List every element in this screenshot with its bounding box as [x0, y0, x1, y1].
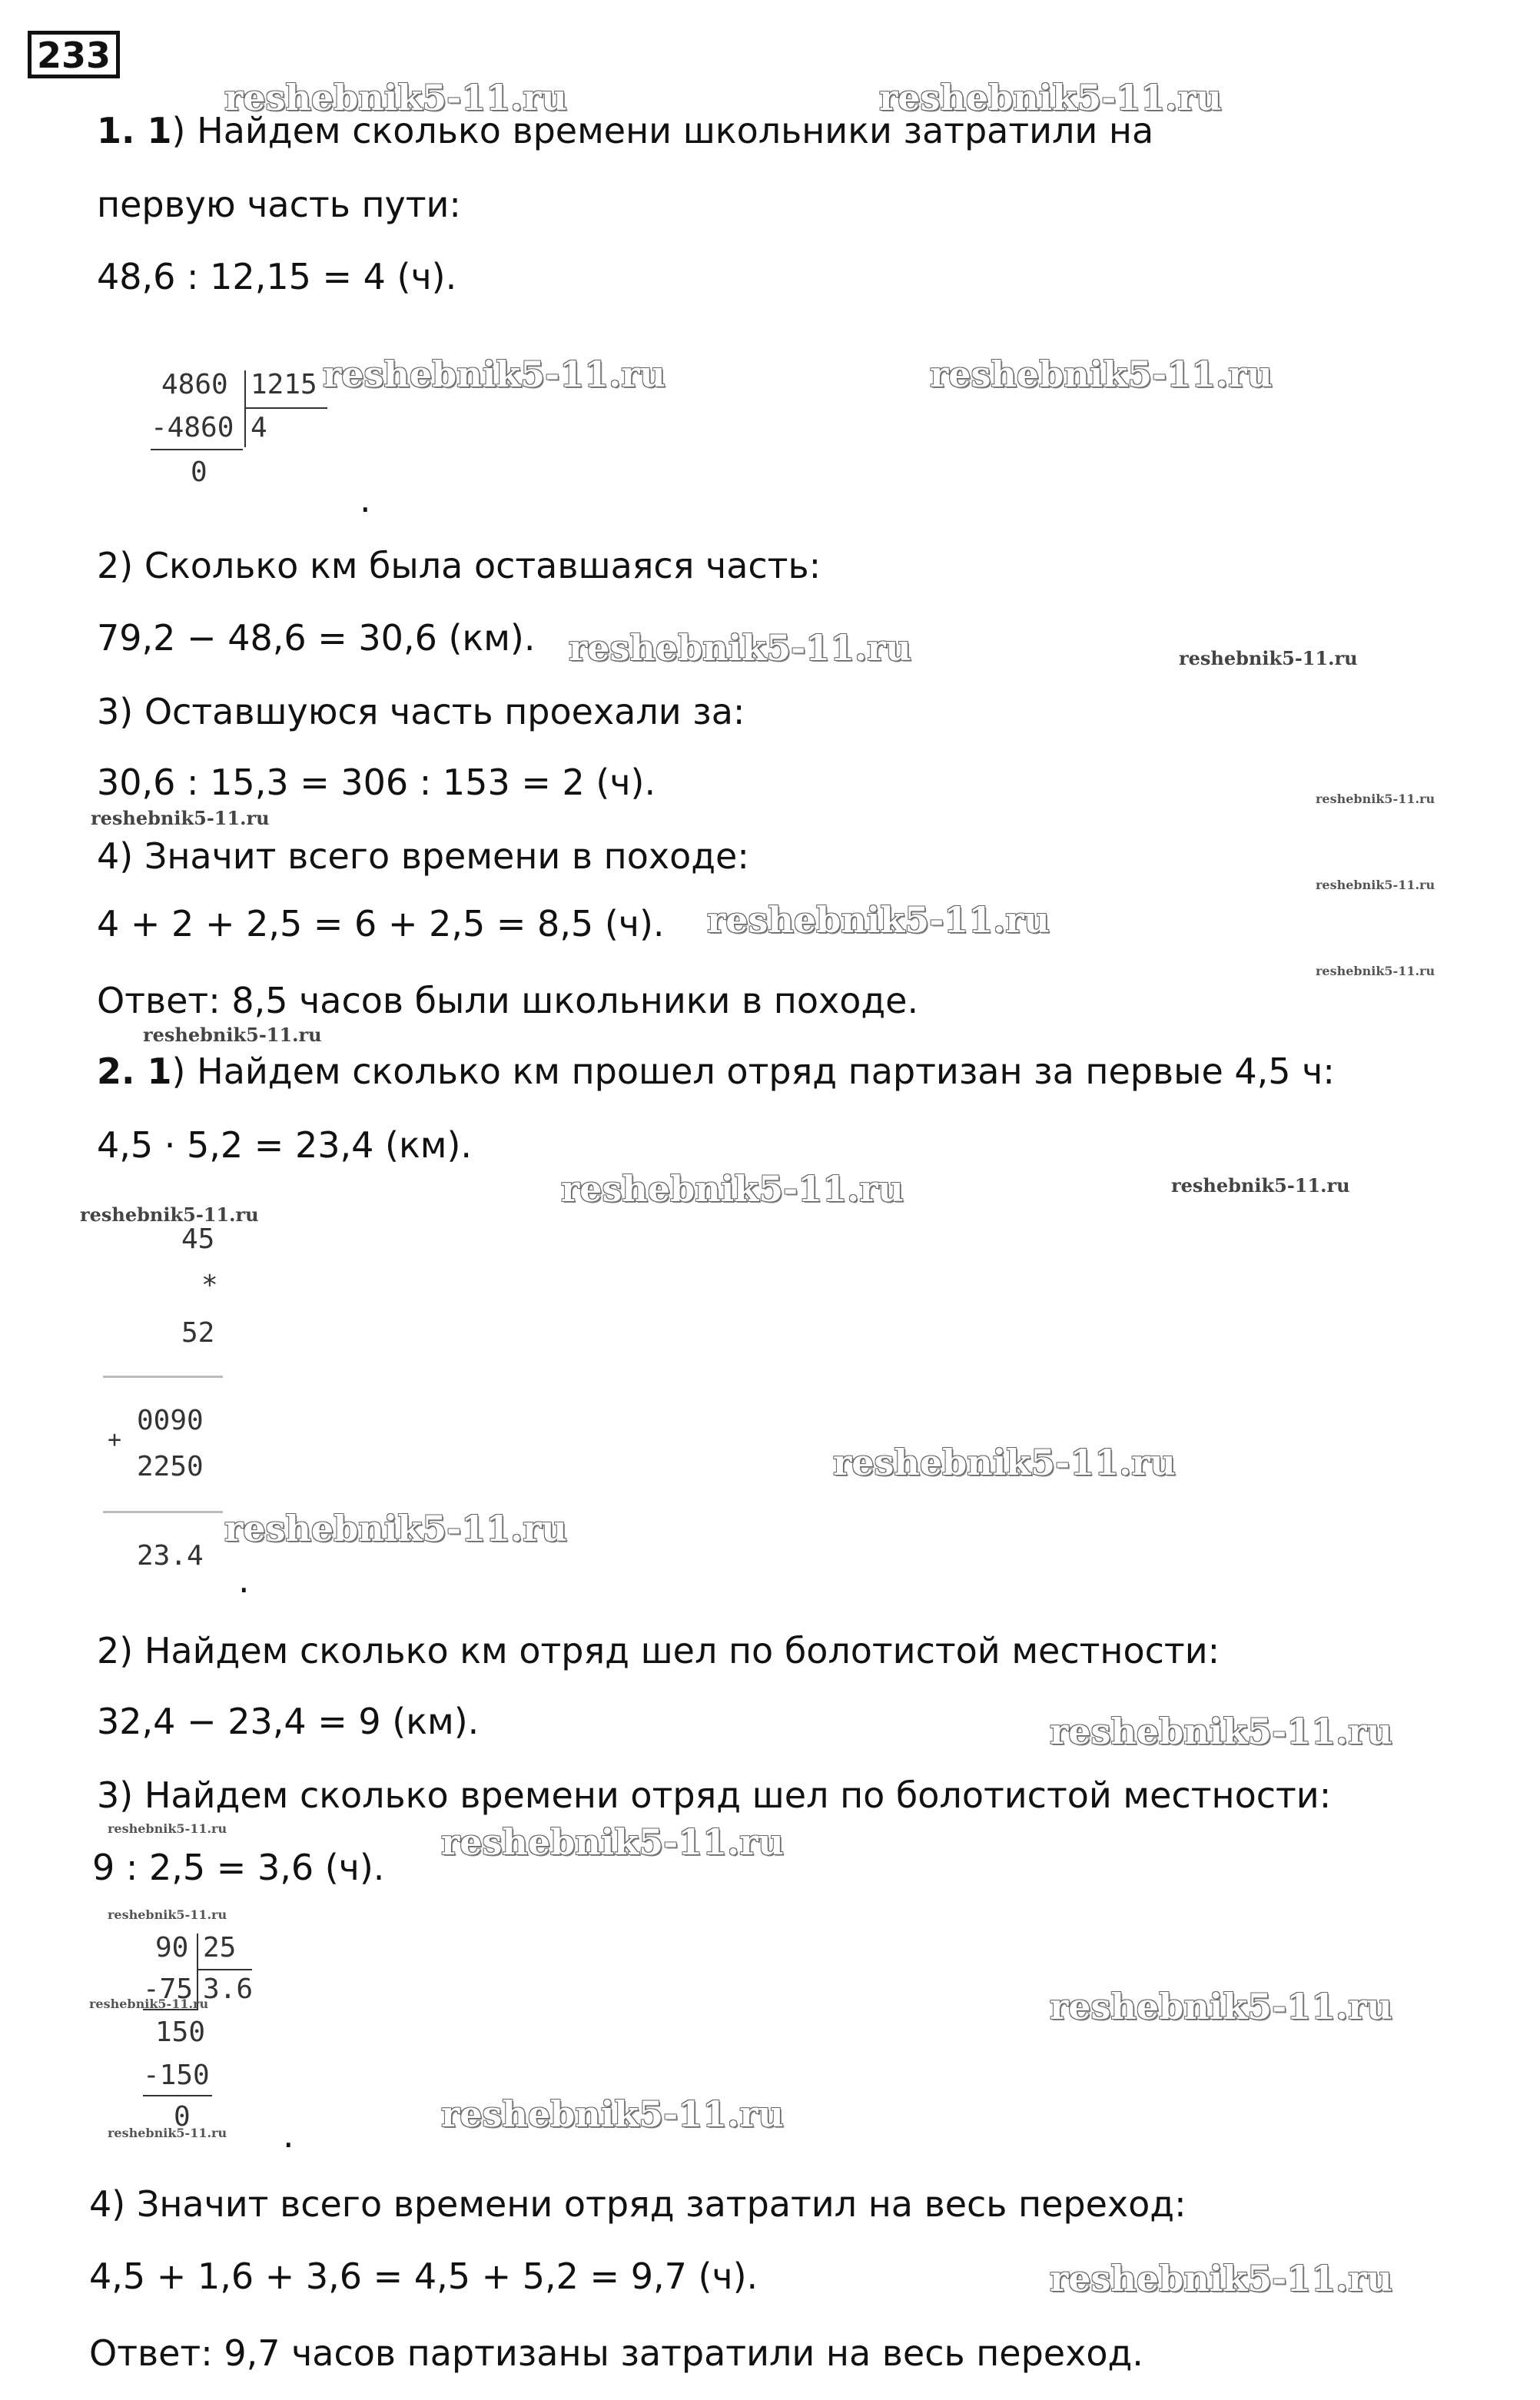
watermark: reshebnik5-11.ru: [930, 354, 1273, 395]
part1-div-vertical-bar: [244, 370, 246, 447]
watermark: reshebnik5-11.ru: [224, 1508, 567, 1549]
part2-mul-line1: [103, 1376, 223, 1378]
part1-div-divisor: 1215: [251, 369, 317, 400]
part2-div-sub2: -150: [143, 2060, 210, 2091]
watermark: reshebnik5-11.ru: [707, 899, 1050, 941]
watermark: reshebnik5-11.ru: [569, 627, 911, 669]
part1-step1-text: ) Найдем сколько времени школьники затратили на: [171, 110, 1154, 151]
watermark: reshebnik5-11.ru: [89, 1997, 209, 2011]
part2-step4-calc: 4,5 + 1,6 + 3,6 = 4,5 + 5,2 = 9,7 (ч).: [89, 2256, 758, 2297]
watermark: reshebnik5-11.ru: [108, 1907, 227, 1922]
part2-div-sub2-bar: [143, 2095, 212, 2096]
part1-step3-text: 3) Оставшуюся часть проехали за:: [97, 691, 745, 732]
part1-step4-text: 4) Значит всего времени в походе:: [97, 835, 749, 877]
part2-step1-calc: 4,5 · 5,2 = 23,4 (км).: [97, 1124, 473, 1166]
part1-step1-calc: 48,6 : 12,15 = 4 (ч).: [97, 256, 457, 297]
watermark: reshebnik5-11.ru: [224, 77, 567, 118]
part2-mul-dot: .: [238, 1559, 250, 1601]
part1-answer: Ответ: 8,5 часов были школьники в походе.: [97, 980, 919, 1021]
watermark: reshebnik5-11.ru: [108, 2126, 227, 2140]
part2-div-quotient: 3.6: [203, 1973, 254, 2005]
watermark: reshebnik5-11.ru: [1316, 964, 1435, 978]
part1-step2-text: 2) Сколько км была оставшаяся часть:: [97, 545, 821, 586]
part2-div-dot: .: [283, 2114, 294, 2156]
watermark: reshebnik5-11.ru: [441, 2093, 784, 2135]
part2-step1-number: 1: [147, 1051, 172, 1092]
watermark: reshebnik5-11.ru: [1316, 792, 1435, 806]
watermark: reshebnik5-11.ru: [833, 1442, 1176, 1483]
part1-div-subtract: -4860: [151, 412, 234, 443]
watermark: reshebnik5-11.ru: [80, 1203, 259, 1226]
part2-step4-text: 4) Значит всего времени отряд затратил на весь переход:: [89, 2183, 1187, 2225]
watermark: reshebnik5-11.ru: [323, 354, 665, 395]
watermark: reshebnik5-11.ru: [1050, 1986, 1392, 2027]
watermark: reshebnik5-11.ru: [1050, 2258, 1392, 2299]
part2-div-r2: 0: [174, 2101, 191, 2133]
part1-step1-text2: первую часть пути:: [97, 184, 461, 225]
part2-div-divisor: 25: [203, 1932, 237, 1963]
part2-step2-calc: 32,4 − 23,4 = 9 (км).: [97, 1701, 480, 1742]
part2-mul-line2: [103, 1511, 223, 1513]
part2-div-divisor-bar: [197, 1969, 252, 1970]
part2-div-r1: 150: [155, 2017, 206, 2048]
part1-step2-calc: 79,2 − 48,6 = 30,6 (км).: [97, 617, 536, 659]
part2-mul-op: *: [201, 1270, 218, 1301]
part2-div-dividend: 90: [155, 1932, 189, 1963]
watermark: reshebnik5-11.ru: [879, 77, 1222, 118]
part1-div-dot: .: [360, 479, 371, 520]
part1-step3-calc: 30,6 : 15,3 = 306 : 153 = 2 (ч).: [97, 762, 656, 803]
part2-mul-plus: +: [108, 1426, 122, 1453]
watermark: reshebnik5-11.ru: [1171, 1174, 1350, 1197]
part2-mul-result: 23.4: [137, 1540, 204, 1572]
part1-div-subtract-bar: [151, 449, 243, 450]
watermark: reshebnik5-11.ru: [1050, 1711, 1392, 1752]
part1-step4-calc: 4 + 2 + 2,5 = 6 + 2,5 = 8,5 (ч).: [97, 903, 665, 944]
watermark: reshebnik5-11.ru: [1179, 647, 1358, 669]
part2-mul-p2: 2250: [137, 1451, 204, 1482]
part2-step1-line: 2. 1) Найдем сколько км прошел отряд партизан за первые 4,5 ч:: [97, 1051, 1335, 1092]
part2-mul-p1: 0090: [137, 1405, 204, 1436]
part1-div-divisor-bar: [244, 407, 327, 409]
part1-label: 1: [97, 110, 122, 151]
part2-step3-text: 3) Найдем сколько времени отряд шел по болотистой местности:: [97, 1774, 1332, 1816]
part1-div-dividend: 4860: [161, 369, 228, 400]
part2-mul-b: 52: [181, 1317, 215, 1349]
watermark: reshebnik5-11.ru: [143, 1024, 322, 1046]
part1-step1-line: 1. 1) Найдем сколько времени школьники затратили на: [97, 110, 1154, 151]
part1-div-remainder: 0: [191, 456, 207, 488]
part2-step1-text: ) Найдем сколько км прошел отряд партизан за первые 4,5 ч:: [171, 1051, 1335, 1092]
part2-step3-calc: 9 : 2,5 = 3,6 (ч).: [92, 1847, 385, 1888]
part2-answer: Ответ: 9,7 часов партизаны затратили на весь переход.: [89, 2332, 1143, 2374]
part1-div-quotient: 4: [251, 412, 267, 443]
problem-number: 233: [28, 31, 120, 78]
watermark: reshebnik5-11.ru: [1316, 878, 1435, 892]
watermark: reshebnik5-11.ru: [108, 1821, 227, 1836]
part2-step2-text: 2) Найдем сколько км отряд шел по болотистой местности:: [97, 1630, 1220, 1671]
part2-label: 2: [97, 1051, 122, 1092]
part1-step1-number: 1: [147, 110, 172, 151]
watermark: reshebnik5-11.ru: [91, 807, 270, 829]
part2-div-sub1: -75: [143, 1973, 194, 2005]
watermark: reshebnik5-11.ru: [441, 1821, 784, 1863]
part2-mul-a: 45: [181, 1223, 215, 1255]
watermark: reshebnik5-11.ru: [561, 1168, 904, 1210]
